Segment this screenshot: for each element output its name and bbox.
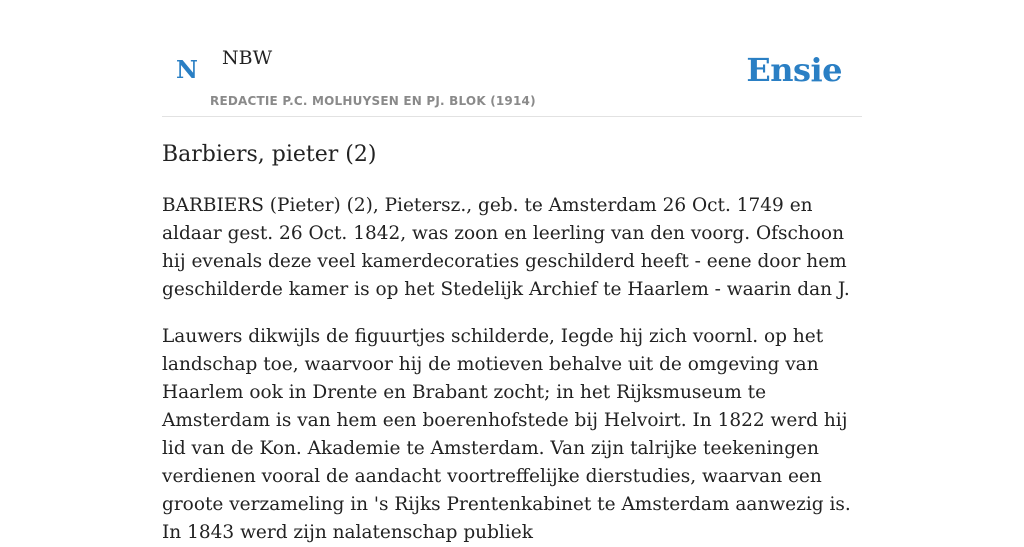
brand-logo-link[interactable]: Ensie <box>746 51 842 89</box>
source-logo-letter[interactable]: N <box>176 55 198 84</box>
site-header <box>162 0 862 117</box>
source-name[interactable]: NBW <box>222 47 273 69</box>
source-subtitle: REDACTIE P.C. MOLHUYSEN EN PJ. BLOK (1914) <box>210 94 536 108</box>
article-paragraph: BARBIERS (Pieter) (2), Pietersz., geb. te Amsterdam 26 Oct. 1749 en aldaar gest. 26 Oct. 1842, was zoon en leerling van den voorg. Ofschoon hij evenals deze veel kamerdecoraties geschilderd heeft - eene door hem geschilderde kamer is op het Stedelijk Archief te Haarlem - waarin dan J. <box>162 195 850 300</box>
article-title: Barbiers, pieter (2) <box>162 142 377 167</box>
article-paragraph: Lauwers dikwijls de figuurtjes schilderde, Iegde hij zich voornl. op het landschap toe, waarvoor hij de motieven behalve uit de omgeving van Haarlem ook in Drente en Brabant zocht; in het Rijksmuseum te Amsterdam is van hem een boerenhofstede bij Helvoirt. In 1822 werd hij lid van de Kon. Akademie te Amsterdam. Van zijn talrijke teekeningen verdienen vooral de aandacht voortreffelijke dierstudies, waarvan een groote verzameling in 's Rijks Prentenkabinet te Amsterdam aanwezig is. In 1843 werd zijn nalatenschap publiek <box>162 326 851 543</box>
